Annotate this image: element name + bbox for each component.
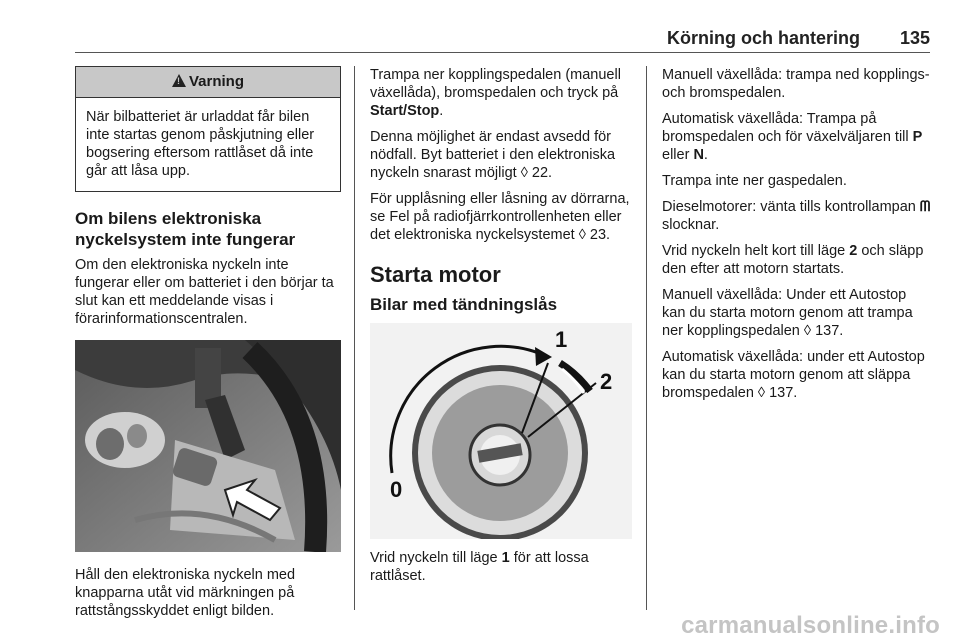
photo-caption: Håll den elektroniska nyckeln med knapparna utåt vid märkningen på rattstångsskyddet enligt bilden.	[75, 567, 296, 619]
paragraph: Denna möjlighet är endast avsedd för nödfall. Byt batteriet i den elektroniska nyckeln snarast möjligt ◊ 22.	[370, 129, 616, 181]
section-heading: Om bilens elektroniska nyckelsystem inte fungerar	[75, 209, 296, 249]
paragraph	[662, 242, 932, 278]
watermark: carmanualsonline.info	[681, 612, 940, 639]
paragraph	[370, 66, 634, 120]
paragraph-end: och släpp den efter att motorn startats.	[662, 243, 924, 277]
paragraph: Manuell växellåda: Under ett Autostop kan du starta motorn genom att trampa ner kopplingspedalen ◊ 137.	[662, 287, 913, 339]
paragraph	[662, 110, 932, 164]
sub-heading: Bilar med tändningslås	[370, 295, 558, 314]
warning-heading-label: Varning	[188, 73, 244, 90]
diagram-caption	[370, 549, 634, 585]
caption-end: för att lossa rattlåset.	[370, 550, 589, 584]
paragraph-text: Automatisk växellåda: Trampa på bromspedalen och för växelväljaren till	[662, 111, 913, 145]
position-value: 2	[849, 243, 858, 259]
position-value: 1	[501, 550, 510, 566]
section-heading: Starta motor	[370, 262, 501, 287]
gear-p-label: P	[912, 129, 923, 145]
paragraph-end: .	[703, 147, 708, 163]
ignition-lock-diagram	[370, 323, 632, 539]
position-2-label: 2	[600, 369, 613, 394]
column-3	[662, 66, 932, 410]
caption-text: Vrid nyckeln till läge	[370, 550, 502, 566]
column-divider	[646, 66, 647, 610]
start-stop-label: Start/Stop	[370, 103, 440, 119]
warning-box	[75, 66, 341, 192]
paragraph: Om den elektroniska nyckeln inte fungerar eller om batteriet i den börjar ta slut kan ett meddelande visas i förarinformationscentralen.	[75, 257, 334, 327]
paragraph: Trampa inte ner gaspedalen.	[662, 173, 847, 189]
warning-triangle-icon	[172, 74, 186, 87]
position-1-label: 1	[555, 327, 568, 352]
running-header: Körning och hantering	[667, 28, 860, 48]
paragraph-text: Vrid nyckeln helt kort till läge	[662, 243, 850, 259]
paragraph: Automatisk växellåda: under ett Autostop kan du starta motorn genom att släppa bromspedalen ◊ 137.	[662, 349, 925, 401]
page-number: 135	[899, 28, 930, 48]
paragraph-end: .	[439, 103, 444, 119]
glow-plug-icon: ᗰ	[919, 199, 931, 215]
column-2	[370, 66, 634, 593]
warning-heading	[76, 67, 340, 98]
gear-n-label: N	[693, 147, 704, 163]
paragraph: För upplåsning eller låsning av dörrarna, se Fel på radiofjärrkontrollenheten eller det elektroniska nyckelsystemet ◊ 23.	[370, 191, 630, 243]
warning-text: När bilbatteriet är urladdat får bilen inte startas genom påskjutning eller bogsering eftersom rattlåset då inte går att låsa upp.	[86, 109, 315, 179]
paragraph-mid: eller	[662, 147, 694, 163]
column-divider	[354, 66, 355, 610]
paragraph-text: Trampa ner kopplingspedalen (manuell växellåda), bromspedalen och tryck på	[370, 67, 621, 101]
paragraph-text: Dieselmotorer: vänta tills kontrollampan	[662, 199, 920, 215]
paragraph: Manuell växellåda: trampa ned kopplings- och bromspedalen.	[662, 67, 930, 101]
steering-column-key-photo	[75, 340, 341, 552]
paragraph	[662, 198, 932, 234]
header-rule	[75, 52, 930, 53]
position-0-label: 0	[390, 477, 403, 502]
column-1	[75, 66, 341, 628]
paragraph-end: slocknar.	[662, 217, 720, 233]
